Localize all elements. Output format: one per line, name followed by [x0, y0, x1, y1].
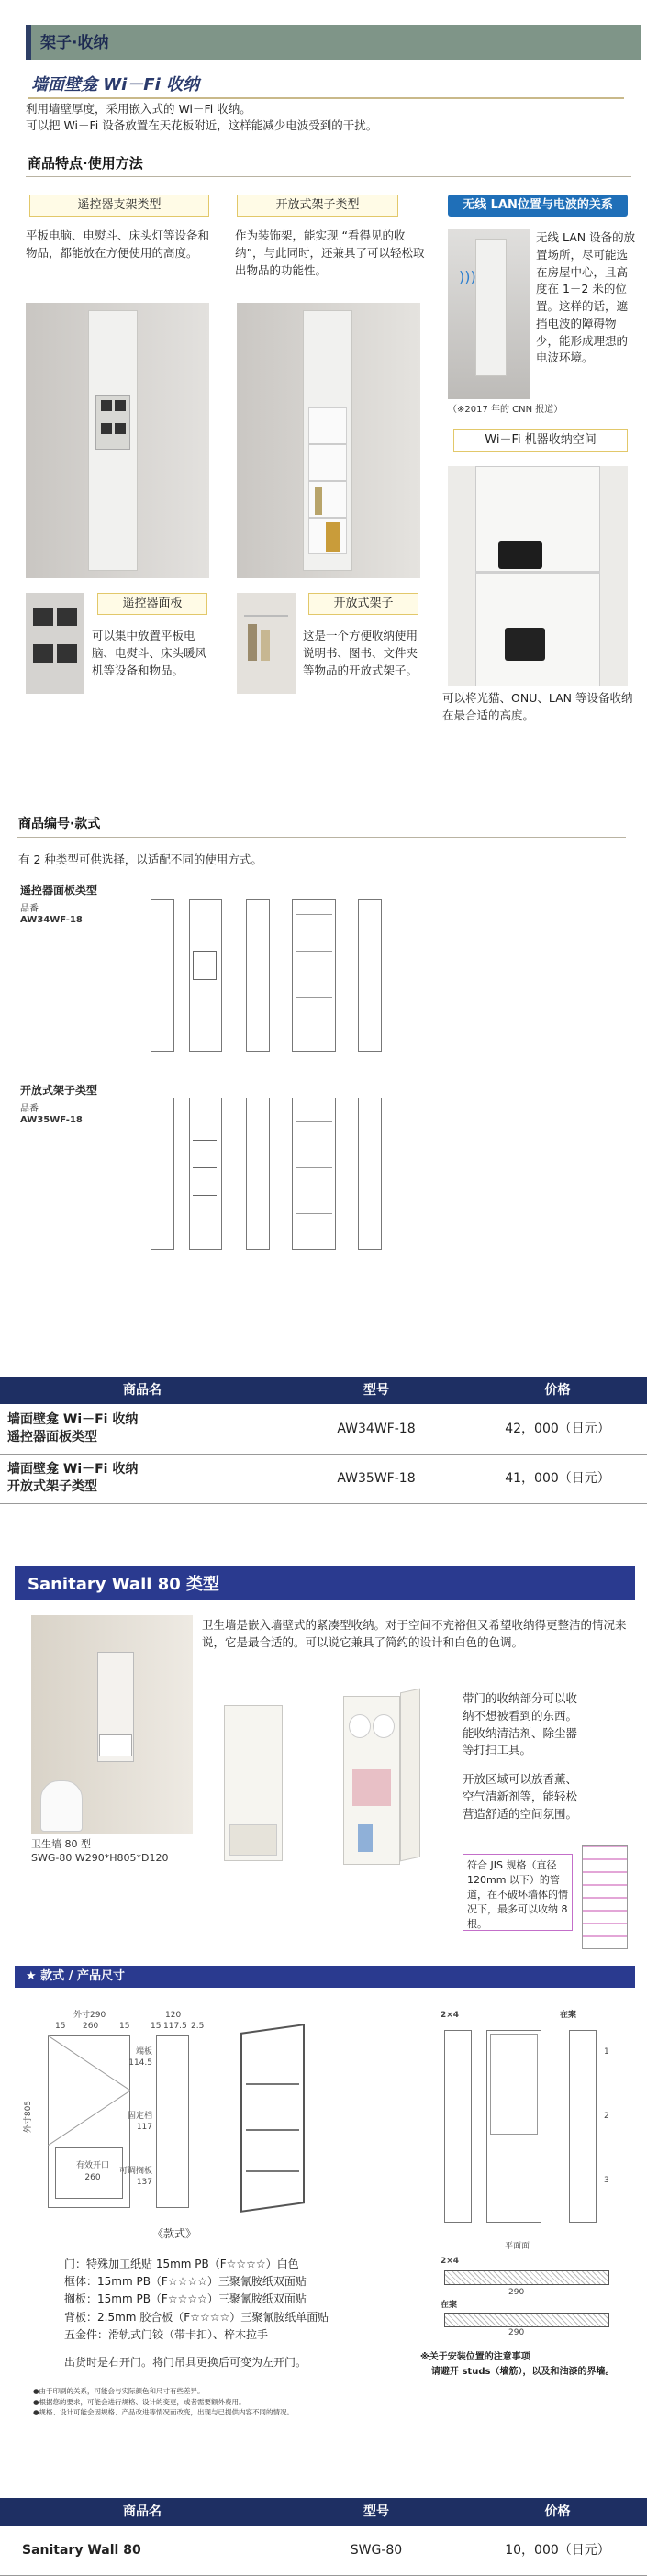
features-heading: 商品特点·使用方法 — [28, 155, 143, 172]
spec-heading: ★ 款式 / 产品尺寸 — [26, 1969, 125, 1983]
row2-product — [0, 1454, 284, 1503]
remote-panel-closeup — [26, 593, 84, 694]
col3-text2: 可以将光猫、ONU、LAN 等设备收纳在最合适的高度。 — [442, 691, 633, 722]
wifi-intro-2: 可以把 Wi－Fi 设备放置在天花板附近，这样能减少电波受到的干扰。 — [26, 118, 378, 132]
plan-width-2: 290 — [508, 2328, 525, 2337]
model2-drawing — [147, 1085, 413, 1254]
dim-door-label: 端板 — [135, 2047, 152, 2057]
dim-h-total: 外寸805 — [24, 2100, 34, 2134]
th-product: 商品名 — [0, 1377, 284, 1404]
wifi-intro-1: 利用墙壁厚度，采用嵌入式的 Wi－Fi 收纳。 — [26, 102, 251, 116]
sw-row-product: Sanitary Wall 80 — [0, 2526, 284, 2575]
tag-open-shelf: 开放式架子类型 — [237, 195, 398, 217]
col3-note: （※2017 年的 CNN 报道） — [448, 405, 563, 415]
model1-name: 遥控器面板类型 — [20, 884, 98, 897]
dim-w-c: 15 — [119, 2022, 130, 2031]
col3-text: 无线 LAN 设备的放置场所，尽可能选在房屋中心，且高度在 1－2 米的位置。这样的话，遮挡电波的障碍物少，能形成理想的电波环境。 — [536, 230, 636, 365]
title-underline — [28, 97, 624, 99]
tag-remote-panel: 遥控器面板 — [97, 593, 207, 615]
table-row — [0, 2526, 647, 2575]
sw-row-price: 10，000（日元） — [468, 2526, 647, 2575]
plan-studs-label: 在案 — [441, 2301, 458, 2310]
wifi-space-photo — [448, 466, 628, 686]
model1-code: AW34WF-18 — [20, 915, 83, 925]
table-header-row — [0, 2498, 647, 2526]
row2-model: AW35WF-18 — [284, 1454, 468, 1503]
sanitary-text2: 开放区域可以放香薰、空气清新剂等，能轻松营造舒适的空间氛围。 — [463, 1772, 578, 1821]
dim-h3: 137 — [136, 2178, 152, 2187]
models-intro: 有 2 种类型可供选择，以适配不同的使用方式。 — [18, 853, 262, 866]
installation-drawings — [431, 2010, 633, 2340]
footnotes — [33, 2386, 400, 2418]
zone-2: 2 — [604, 2112, 609, 2121]
model2-code-label: 品番 — [20, 1104, 39, 1114]
plan-studs-width: 2×4 — [441, 2257, 460, 2266]
spec-line: 搁板：15mm PB（F☆☆☆☆）三聚氰胺纸双面贴 — [64, 2292, 307, 2306]
zone-3: 3 — [604, 2176, 609, 2185]
sanitary-header — [15, 1566, 635, 1600]
wifi-title: 墙面壁龛 Wi－Fi 收纳 — [31, 75, 200, 95]
door-note: 出货时是右开门。将门吊具更换后可变为左开门。 — [64, 2356, 307, 2369]
spec-line: 五金件：滑轨式门铰（带卡扣）、梓木拉手 — [64, 2327, 269, 2341]
wifi-icon: ))) — [459, 268, 476, 285]
dim-w-total: 外寸290 — [73, 2011, 106, 2020]
plan-width: 290 — [508, 2288, 525, 2297]
table-row — [0, 1404, 647, 1454]
spec-header — [15, 1966, 635, 1988]
col2-text: 作为装饰架，能实现 “看得见的收纳”，与此同时，还兼具了可以轻松取出物品的功能性。 — [235, 229, 425, 277]
row1-model: AW34WF-18 — [284, 1404, 468, 1454]
plan-label: 平面面 — [505, 2242, 530, 2251]
row2-name1: 墙面壁龛 Wi－Fi 收纳 — [7, 1462, 139, 1478]
sanitary-price-table — [0, 2498, 647, 2576]
remote-panel-inset — [95, 395, 130, 450]
tag-wireless-lan: 无线 LAN位置与电波的关系 — [448, 195, 628, 217]
pipe-note-box: 符合 JIS 规格（直径 120mm 以下）的管道，在不破坏墙体的情况下，最多可以收纳 8 根。 — [463, 1854, 573, 1931]
sanitary-product-photos — [224, 1687, 444, 1870]
dim-adj-label: 可调搁板 — [118, 2167, 152, 2176]
open-shelf-photo — [237, 303, 420, 578]
sanitary-intro: 卫生墙是嵌入墙壁式的紧凑型收纳。对于空间不充裕但又希望收纳得更整洁的情况来说，它是最合适的。可以说它兼具了简约的设计和白色的色调。 — [202, 1618, 627, 1649]
row1-name1: 墙面壁龛 Wi－Fi 收纳 — [7, 1411, 139, 1427]
dim-d-b: 117.5 — [163, 2022, 187, 2031]
th-price: 价格 — [468, 1377, 647, 1404]
footnote: ●由于印刷的关系，可能会与实际颜色和尺寸有些差异。 — [33, 2387, 205, 2395]
photo-caption-2: SWG-80 W290*H805*D120 — [31, 1852, 169, 1864]
studs-label: 在案 — [560, 2011, 577, 2020]
router-device — [498, 541, 542, 569]
table-header-row — [0, 1377, 647, 1404]
th-model: 型号 — [284, 1377, 468, 1404]
spec-line: 背板：2.5mm 胶合板（F☆☆☆☆）三聚氰胺纸单面贴 — [64, 2310, 329, 2324]
panel-text: 可以集中放置平板电脑、电熨斗、床头暖风机等设备和物品。 — [92, 629, 207, 677]
dimension-drawings — [24, 2010, 404, 2221]
dim-shelf-label: 固定档 — [127, 2112, 152, 2121]
spec-list — [64, 2256, 413, 2344]
dim-w-a: 15 — [55, 2022, 66, 2031]
dim-open-w: 有效开口 260 — [75, 2161, 109, 2183]
install-text: 请避开 studs（墙筋），以及和油漆的界墙。 — [431, 2367, 615, 2377]
row1-name2: 遥控器面板类型 — [7, 1429, 97, 1444]
row2-price: 41，000（日元） — [468, 1454, 647, 1503]
dim-d-a: 15 — [151, 2022, 162, 2031]
remote-panel-photo — [26, 303, 209, 578]
col1-text: 平板电脑、电熨斗、床头灯等设备和物品，都能放在方便使用的高度。 — [26, 229, 210, 260]
open-text: 这是一个方便收纳使用说明书、图书、文件夹等物品的开放式架子。 — [303, 629, 418, 677]
model1-code-label: 品番 — [20, 904, 39, 914]
tag-remote-holder: 遥控器支架类型 — [29, 195, 209, 217]
sanitary-title: Sanitary Wall 80 类型 — [28, 1575, 220, 1594]
model1-drawing — [147, 887, 413, 1055]
install-heading: ※关于安装位置的注意事项 — [420, 2352, 530, 2362]
models-underline — [17, 837, 626, 838]
pipe-illustration — [582, 1845, 628, 1949]
model2-code: AW35WF-18 — [20, 1115, 83, 1125]
wifi-price-table — [0, 1377, 647, 1504]
row1-product — [0, 1404, 284, 1454]
row2-name2: 开放式架子类型 — [7, 1479, 97, 1494]
diagram-caption: 《款式》 — [152, 2227, 197, 2240]
model2-name: 开放式架子类型 — [20, 1084, 98, 1097]
row1-price: 42，000（日元） — [468, 1404, 647, 1454]
th-product: 商品名 — [0, 2498, 284, 2526]
spec-line: 框体：15mm PB（F☆☆☆☆）三聚氰胺纸双面贴 — [64, 2275, 307, 2289]
modem-device — [505, 628, 545, 661]
open-shelf-closeup — [237, 593, 296, 694]
dim-d-c: 2.5 — [191, 2022, 205, 2031]
zone-1: 1 — [604, 2047, 609, 2057]
table-row — [0, 1454, 647, 1503]
spec-line: 门：特殊加工纸贴 15mm PB（F☆☆☆☆）白色 — [64, 2258, 299, 2270]
dim-h1: 114.5 — [128, 2058, 152, 2068]
dim-d-total: 120 — [165, 2011, 182, 2020]
footnote: ●根据您的要求，可能会进行规格、设计的变更，或者需要额外费用。 — [33, 2397, 246, 2406]
th-price: 价格 — [468, 2498, 647, 2526]
models-heading: 商品编号·款式 — [18, 817, 101, 831]
footnote: ●规格、设计可能会因规格、产品改进等情况而改变，出现与已提供内容不同的情况。 — [33, 2408, 295, 2417]
th-model: 型号 — [284, 2498, 468, 2526]
tag-open-shelf-detail: 开放式架子 — [308, 593, 418, 615]
sw-row-model: SWG-80 — [284, 2526, 468, 2575]
dim-h2: 117 — [136, 2123, 152, 2132]
tag-wifi-space: Wi－Fi 机器收纳空间 — [453, 429, 628, 452]
photo-caption-1: 卫生墙 80 型 — [31, 1838, 91, 1850]
studs-width: 2×4 — [441, 2011, 460, 2020]
section-title: 架子·收纳 — [40, 34, 109, 52]
sanitary-text1: 带门的收纳部分可以收纳不想被看到的东西。能收纳清洁剂、除尘器等打扫工具。 — [463, 1691, 578, 1757]
router-wall-photo — [448, 229, 530, 399]
section-header-bar — [26, 25, 641, 60]
sanitary-room-photo — [31, 1615, 193, 1834]
dim-w-b: 260 — [83, 2022, 99, 2031]
features-underline — [26, 176, 631, 177]
